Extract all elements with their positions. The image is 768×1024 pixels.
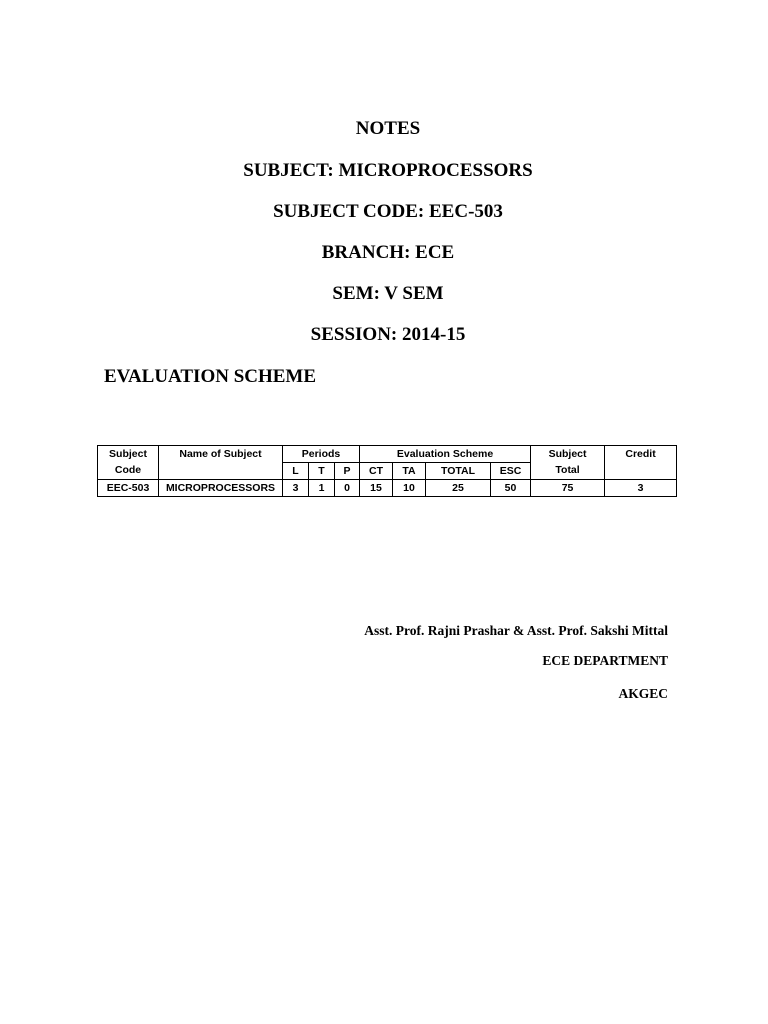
header-total: TOTAL [426, 463, 491, 480]
header-p: P [335, 463, 360, 480]
header-name-of-subject [159, 446, 283, 480]
cell-ta: 10 [393, 480, 426, 497]
header-t: T [309, 463, 335, 480]
header-esc: ESC [491, 463, 531, 480]
session-heading: SESSION: 2014-15 [310, 324, 466, 345]
header-credit [605, 446, 677, 480]
evaluation-scheme-table [97, 445, 677, 497]
table-header-row [98, 446, 677, 463]
header-credit-label: Credit [625, 448, 656, 460]
cell-p: 0 [335, 480, 360, 497]
cell-code: EEC-503 [98, 480, 159, 497]
notes-heading: NOTES [355, 118, 421, 139]
header-subject-total-line2: Total [555, 464, 580, 476]
header-subject-total-line1: Subject [548, 448, 587, 460]
college-line: AKGEC [618, 686, 668, 701]
department-line: ECE DEPARTMENT [542, 653, 668, 668]
header-l: L [283, 463, 309, 480]
header-subject-code [98, 446, 159, 480]
header-subject-total [531, 446, 605, 480]
cell-name: MICROPROCESSORS [159, 480, 283, 497]
subject-heading: SUBJECT: MICROPROCESSORS [243, 160, 533, 181]
cell-l: 3 [283, 480, 309, 497]
cell-subject-total: 75 [531, 480, 605, 497]
header-name-of-subject-label: Name of Subject [179, 448, 262, 460]
header-evaluation-scheme: Evaluation Scheme [360, 446, 531, 463]
authors-line: Asst. Prof. Rajni Prashar & Asst. Prof. Sakshi Mittal [364, 623, 668, 638]
branch-heading: BRANCH: ECE [321, 242, 455, 263]
header-ta: TA [393, 463, 426, 480]
cell-t: 1 [309, 480, 335, 497]
table-row [98, 480, 677, 497]
header-ct: CT [360, 463, 393, 480]
cell-credit: 3 [605, 480, 677, 497]
cell-esc: 50 [491, 480, 531, 497]
evaluation-scheme-title: EVALUATION SCHEME [104, 366, 317, 387]
sem-heading: SEM: V SEM [332, 283, 444, 304]
header-subject-code-line1: Subject [109, 448, 147, 460]
header-subject-code-line2: Code [114, 464, 142, 476]
cell-ct: 15 [360, 480, 393, 497]
subject-code-heading: SUBJECT CODE: EEC-503 [273, 201, 503, 222]
cell-total: 25 [426, 480, 491, 497]
header-periods: Periods [283, 446, 360, 463]
